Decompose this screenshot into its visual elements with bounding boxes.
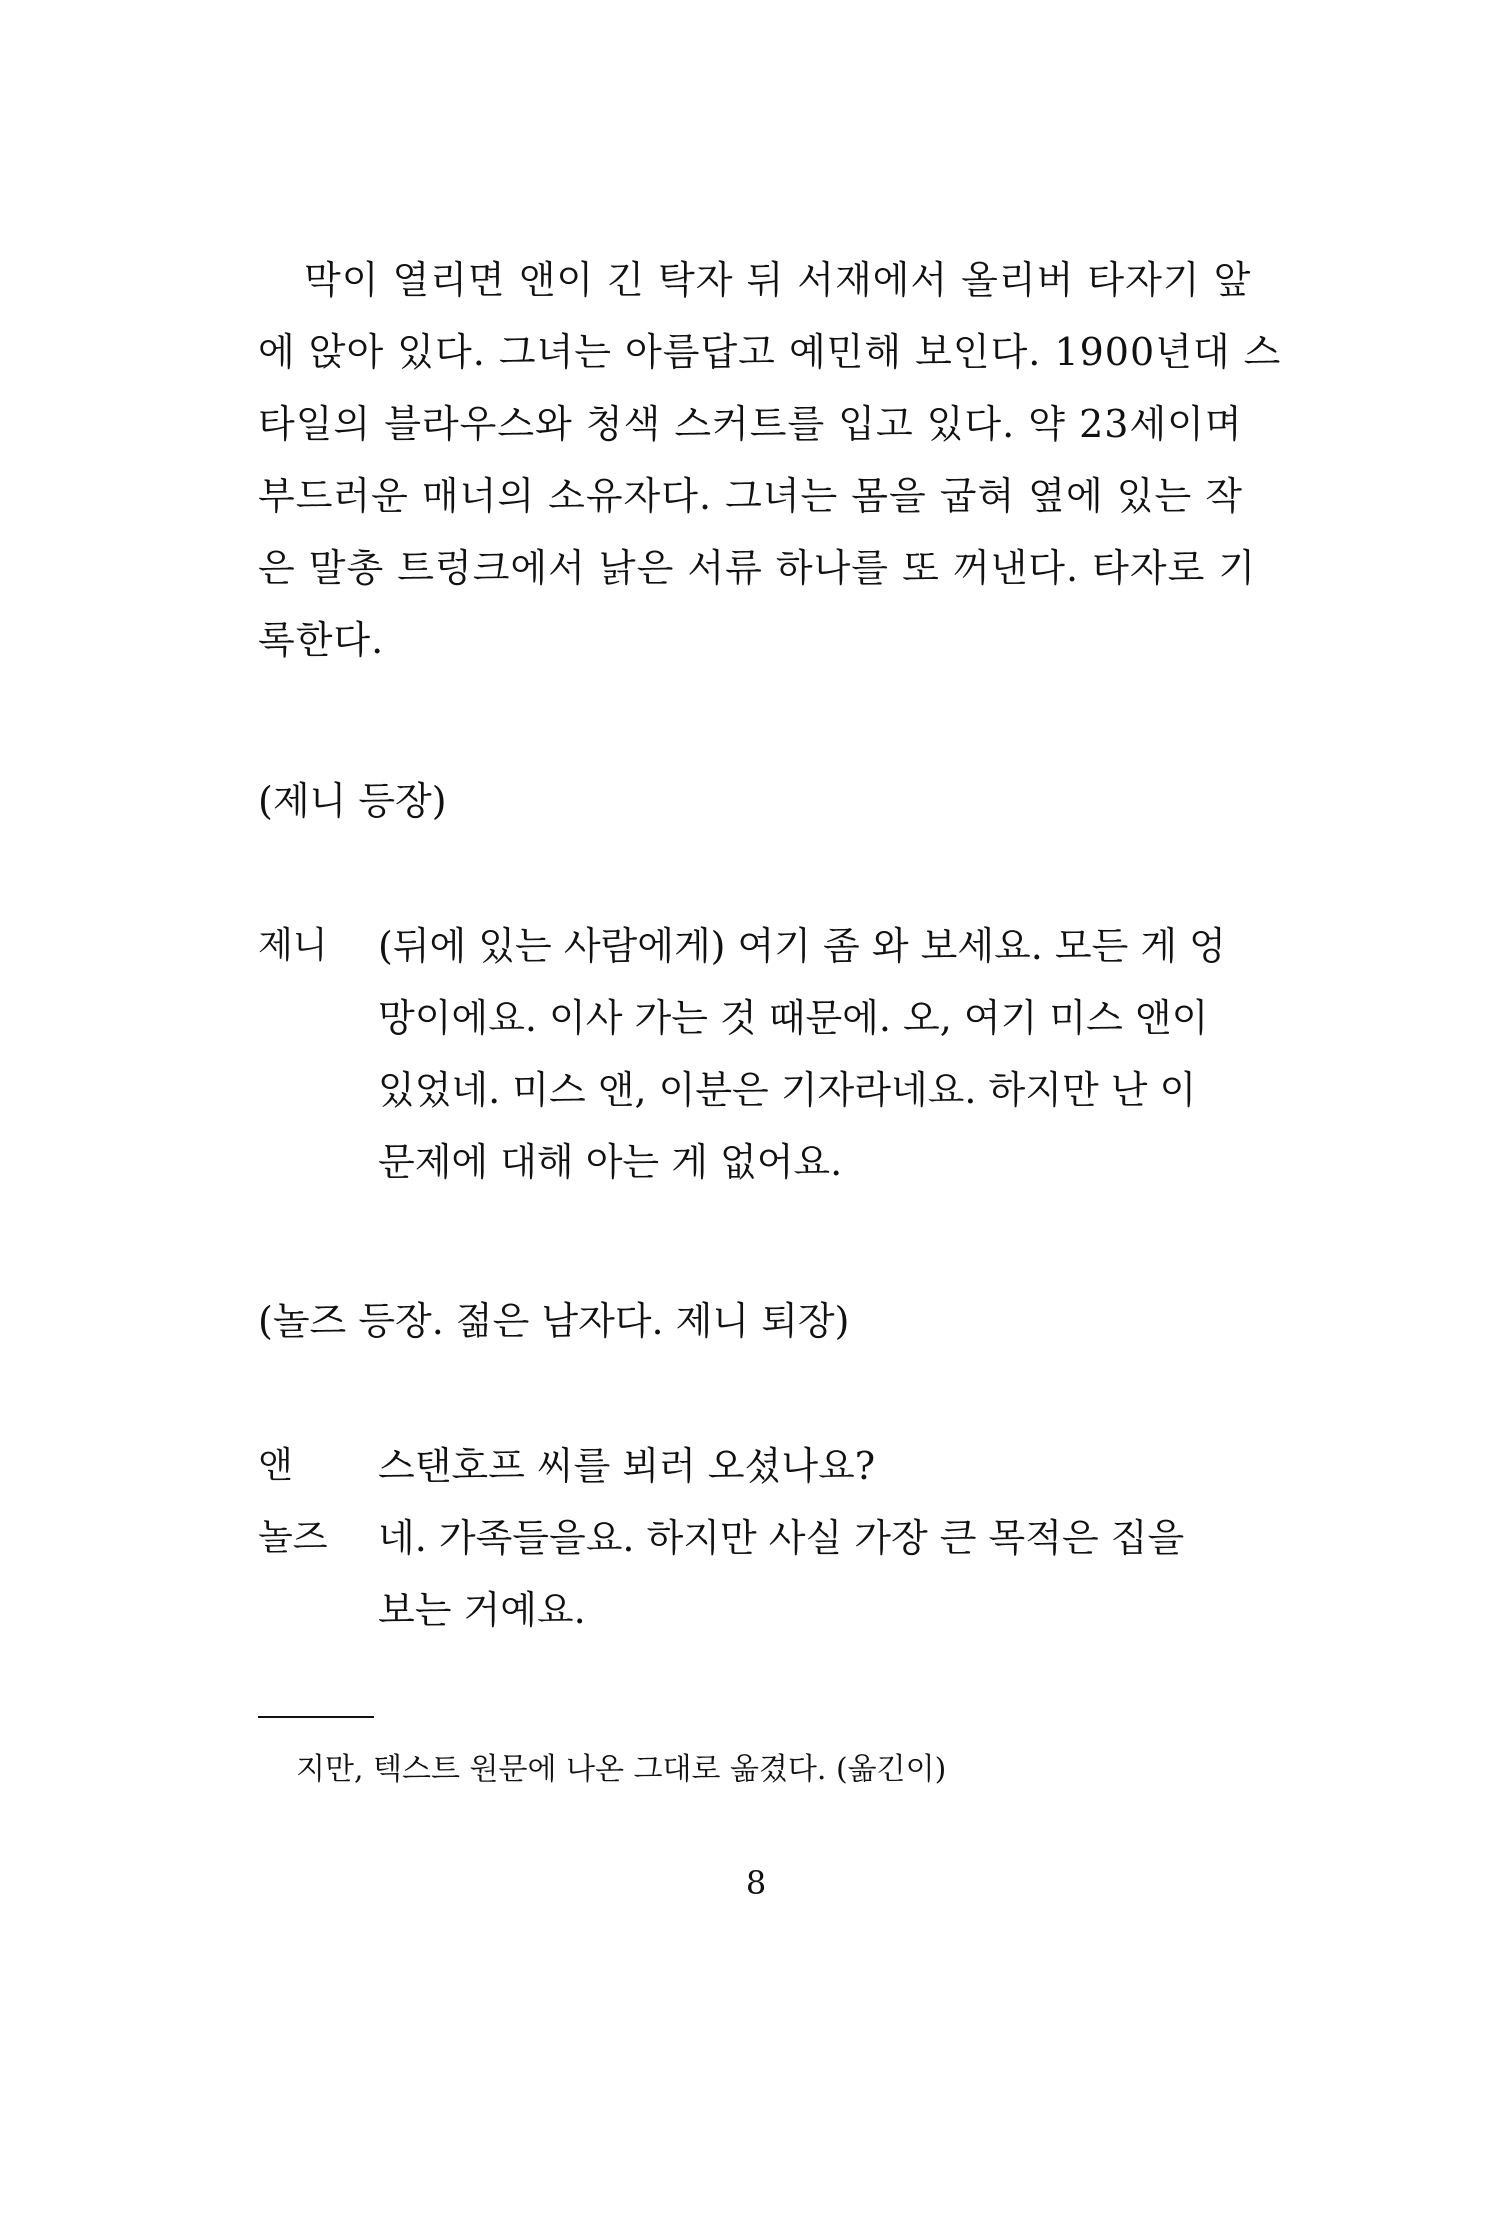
page-number: 8 <box>745 1864 767 1902</box>
paragraph-line: 록한다. <box>258 618 385 662</box>
speech-line: 스탠호프 씨를 뵈러 오셨나요? <box>378 1444 876 1488</box>
speaker-name: 앤 <box>258 1445 293 1486</box>
opening-stage-direction <box>258 244 1282 676</box>
paragraph-line: 에 앉아 있다. 그녀는 아름답고 예민해 보인다. 1900년대 스 <box>258 330 1282 374</box>
speech-text <box>378 1502 1198 1646</box>
speech-line: (뒤에 있는 사람에게) 여기 좀 와 보세요. 모든 게 엉 <box>378 924 1226 968</box>
paragraph-line: 타일의 블라우스와 청색 스커트를 입고 있다. 약 23세이며 <box>258 402 1243 446</box>
speaker-name: 제니 <box>258 925 328 966</box>
speech-line: 망이에요. 이사 가는 것 때문에. 오, 여기 미스 앤이 <box>378 996 1209 1040</box>
entrance-direction-jenny: (제니 등장) <box>258 779 447 823</box>
footnote-divider <box>258 1716 374 1718</box>
speech-line: 보는 거예요. <box>378 1588 586 1632</box>
entrance-direction-knowles: (놀즈 등장. 젊은 남자다. 제니 퇴장) <box>258 1299 850 1343</box>
paragraph-line: 막이 열리면 앤이 긴 탁자 뒤 서재에서 올리버 타자기 앞 <box>304 258 1252 302</box>
speaker-name: 놀즈 <box>258 1517 328 1558</box>
footnote: 지만, 텍스트 원문에 나온 그대로 옮겼다. (옮긴이) <box>296 1752 947 1787</box>
speech-line: 문제에 대해 아는 게 없어요. <box>378 1140 843 1184</box>
paragraph-line: 부드러운 매너의 소유자다. 그녀는 몸을 굽혀 옆에 있는 작 <box>258 474 1243 518</box>
paragraph-line: 은 말총 트렁크에서 낡은 서류 하나를 또 꺼낸다. 타자로 기 <box>258 546 1257 590</box>
speech-text <box>378 910 1226 1198</box>
speech-text <box>378 1430 1198 1502</box>
speech-line: 있었네. 미스 앤, 이분은 기자라네요. 하지만 난 이 <box>378 1068 1197 1112</box>
speech-line: 네. 가족들을요. 하지만 사실 가장 큰 목적은 집을 <box>378 1516 1185 1560</box>
